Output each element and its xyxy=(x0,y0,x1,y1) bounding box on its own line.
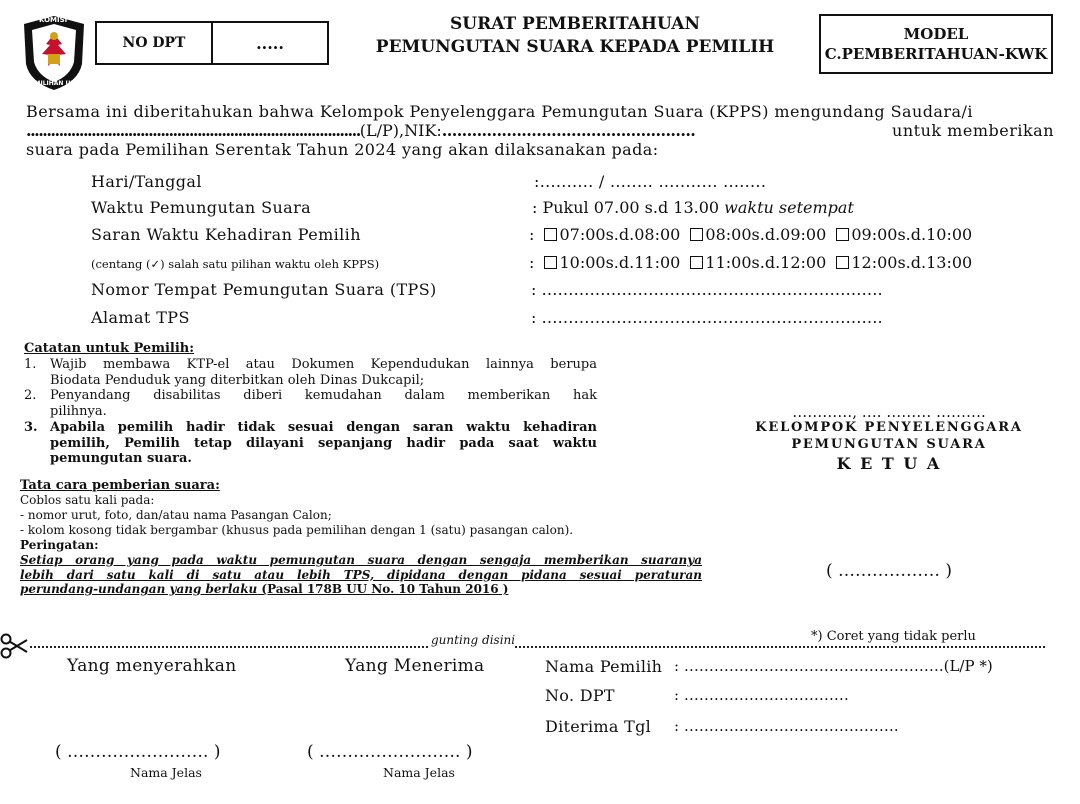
cut-line-left xyxy=(30,646,428,648)
tata-line3: - kolom kosong tidak bergambar (khusus pada pemilihan dengan 1 (satu) pasangan calon). xyxy=(20,523,574,537)
receipt-no-dpt-label: No. DPT xyxy=(545,686,615,705)
no-dpt-value-box[interactable] xyxy=(211,21,329,65)
lp-nik: (L/P),NIK: xyxy=(359,121,442,140)
intro-line3: suara pada Pemilihan Serentak Tahun 2024 yang akan dilaksanakan pada: xyxy=(26,140,659,159)
receipt-no-dpt-value[interactable]: : …………………………… xyxy=(674,686,849,704)
tata-line2: - nomor urut, foto, dan/atau nama Pasangan Calon; xyxy=(20,508,332,522)
kpu-logo xyxy=(20,14,88,92)
warn-line3 xyxy=(20,582,702,597)
no-dpt-label-box xyxy=(95,21,213,65)
catatan-item-1-a: Wajib membawa KTP-el atau Dokumen Kependudukan lainnya berupa xyxy=(50,357,597,372)
hari-label: Hari/Tanggal xyxy=(91,172,202,191)
catatan-list xyxy=(24,357,597,467)
catatan-item-1-b: Biodata Penduduk yang diterbitkan oleh Dinas Dukcapil; xyxy=(50,372,425,388)
yang-menyerahkan: Yang menyerahkan xyxy=(67,656,237,676)
signature-line2: PEMUNGUTAN SUARA xyxy=(791,437,987,452)
slot-checkbox-2[interactable] xyxy=(690,228,703,241)
warn-line2: lebih dari satu kali di satu atau lebih TPS, dipidana dengan pidana sesuai peraturan xyxy=(20,567,702,582)
diterima-label: Diterima Tgl xyxy=(545,717,652,736)
catatan-num-3: 3. xyxy=(24,419,38,435)
slot-label-3: 09:00s.d.10:00 xyxy=(851,225,973,244)
slot-checkbox-5[interactable] xyxy=(690,256,703,269)
name-dots-text: .................................................................................. xyxy=(26,121,360,140)
title-line1: SURAT PEMBERITAHUAN xyxy=(449,14,701,34)
nama-jelas-2: Nama Jelas xyxy=(383,765,455,780)
slot-label-4: 10:00s.d.11:00 xyxy=(559,253,681,272)
tps-label: Nomor Tempat Pemungutan Suara (TPS) xyxy=(91,280,437,299)
slot-label-5: 11:00s.d.12:00 xyxy=(705,253,827,272)
catatan-item-3 xyxy=(24,420,597,467)
logo-text-top: KOMISI xyxy=(39,16,68,24)
nama-jelas-1: Nama Jelas xyxy=(130,765,202,780)
name-dots xyxy=(26,121,695,140)
logo-text-bottom: PEMILIHAN UMUM xyxy=(26,80,88,87)
slot-row-1-colon: : xyxy=(529,225,535,244)
catatan-item-3-c: pemungutan suara. xyxy=(50,451,192,467)
coret-note: *) Coret yang tidak perlu xyxy=(811,629,976,644)
slot-checkbox-6[interactable] xyxy=(836,256,849,269)
slot-checkbox-4[interactable] xyxy=(544,256,557,269)
slot-row-1 xyxy=(529,225,972,244)
catatan-item-3-b: pemilih, Pemilih tetap dilayani sepanjang hadir pada saat waktu xyxy=(50,435,597,451)
slot-label-2: 08:00s.d.09:00 xyxy=(705,225,827,244)
peringatan-label: Peringatan: xyxy=(20,538,99,552)
slot-row-2-colon: : xyxy=(529,253,535,272)
hari-value: :.......... / ........ ........... ........ xyxy=(534,172,767,191)
tps-value[interactable]: : ………………………………………………………. xyxy=(531,280,883,299)
nama-pemilih-label: Nama Pemilih xyxy=(545,657,663,676)
catatan-heading: Catatan untuk Pemilih: xyxy=(24,341,195,356)
warn-line1: Setiap orang yang pada waktu pemungutan suara dengan sengaja memberikan suaranya xyxy=(20,553,702,567)
slot-checkbox-1[interactable] xyxy=(544,228,557,241)
catatan-item-1 xyxy=(24,357,597,388)
catatan-item-2-a: Penyandang disabilitas diberi kemudahan dalam memberikan hak xyxy=(50,388,597,404)
diterima-value[interactable]: : ……………………………………. xyxy=(674,717,899,735)
catatan-item-3-a: Apabila pemilih hadir tidak sesuai dengan saran waktu kehadiran xyxy=(50,419,597,435)
signature-line3: K E T U A xyxy=(836,454,942,473)
alamat-label: Alamat TPS xyxy=(91,308,190,327)
cut-line-right xyxy=(515,646,1045,648)
waktu-value-text: : Pukul 07.00 s.d 13.00 xyxy=(532,198,720,217)
catatan-num-2: 2. xyxy=(24,388,37,404)
catatan-item-2-b: pilihnya. xyxy=(50,404,107,420)
nik-dots: ................................................... xyxy=(441,121,696,140)
saran-label: Saran Waktu Kehadiran Pemilih xyxy=(91,225,361,244)
ketua-name-field[interactable]: ( ……………… ) xyxy=(825,561,953,581)
tata-heading: Tata cara pemberian suara: xyxy=(20,478,220,493)
peringatan-text xyxy=(20,553,702,597)
intro-line1: Bersama ini diberitahukan bahwa Kelompok Penyelenggara Pemungutan Suara (KPPS) mengundang Saudara/i xyxy=(26,102,973,121)
alamat-value[interactable]: : ………………………………………………………. xyxy=(531,308,883,327)
nama-pemilih-value[interactable]: : …………………………………………….(L/P *) xyxy=(674,657,993,675)
tata-line1: Coblos satu kali pada: xyxy=(20,493,155,507)
centang-note: (centang (✓) salah satu pilihan waktu oleh KPPS) xyxy=(91,257,380,271)
title-line2: PEMUNGUTAN SUARA KEPADA PEMILIH xyxy=(375,37,775,57)
waktu-value xyxy=(532,198,854,217)
catatan-num-1: 1. xyxy=(24,357,37,372)
catatan-item-2 xyxy=(24,388,597,419)
place-date[interactable]: …………, …. ……… ………. xyxy=(792,403,986,421)
intro-line2-end: untuk memberikan xyxy=(892,121,1054,140)
gunting-label: gunting disini xyxy=(431,633,516,647)
warn-line3-italic: perundang-undangan yang berlaku xyxy=(20,582,258,596)
scissors-icon xyxy=(0,632,28,660)
waktu-label: Waktu Pemungutan Suara xyxy=(91,198,312,217)
intro-line2 xyxy=(26,121,1054,140)
warn-line3-rest: (Pasal 178B UU No. 10 Tahun 2016 ) xyxy=(257,582,509,596)
slot-label-6: 12:00s.d.13:00 xyxy=(851,253,973,272)
receipt-name-field-2[interactable]: ( ……………………. ) xyxy=(307,742,473,762)
model-line1: MODEL xyxy=(903,25,969,43)
signature-line1: KELOMPOK PENYELENGGARA xyxy=(755,420,1023,435)
slot-checkbox-3[interactable] xyxy=(836,228,849,241)
model-line2: C.PEMBERITAHUAN-KWK xyxy=(824,45,1048,63)
model-box xyxy=(819,14,1053,74)
no-dpt-value: ..... xyxy=(256,33,284,53)
receipt-name-field-1[interactable]: ( ……………………. ) xyxy=(55,742,221,762)
slot-label-1: 07:00s.d.08:00 xyxy=(559,225,681,244)
waktu-value-italic: waktu setempat xyxy=(724,198,854,217)
yang-menerima: Yang Menerima xyxy=(345,656,485,676)
no-dpt-label: NO DPT xyxy=(122,35,186,51)
slot-row-2 xyxy=(529,253,972,272)
